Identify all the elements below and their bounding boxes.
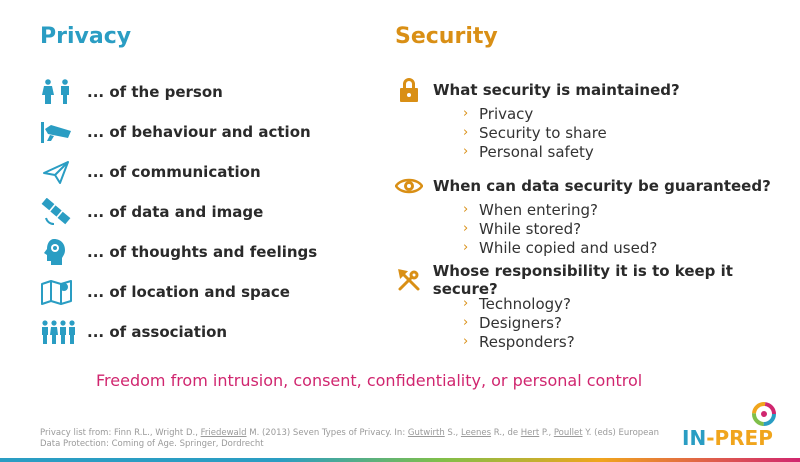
privacy-item — [40, 238, 317, 266]
chevron-right-icon: › — [463, 125, 469, 140]
chevron-right-icon: › — [463, 315, 469, 330]
security-block — [395, 262, 800, 351]
paper-plane-icon — [40, 158, 78, 186]
privacy-item — [40, 318, 227, 346]
surveillance-camera-icon — [40, 118, 78, 146]
list-item: › Personal safety — [463, 142, 594, 161]
chevron-right-icon: › — [463, 106, 469, 121]
security-question: When can data security be guaranteed? — [433, 177, 771, 195]
people-icon — [40, 78, 78, 106]
privacy-item-label: ... of communication — [87, 163, 261, 181]
citation-author-link[interactable]: Hert — [520, 428, 540, 438]
security-title: Security — [395, 24, 498, 49]
chevron-right-icon: › — [463, 221, 469, 236]
citation-author-link[interactable]: Gutwirth — [407, 428, 445, 438]
freedom-statement: Freedom from intrusion, consent, confidentiality, or personal control — [96, 371, 643, 390]
eye-icon — [395, 172, 423, 200]
privacy-title: Privacy — [40, 24, 132, 49]
privacy-item-label: ... of data and image — [87, 203, 264, 221]
list-item: › While copied and used? — [463, 238, 658, 257]
privacy-item — [40, 198, 263, 226]
chevron-right-icon: › — [463, 202, 469, 217]
chevron-right-icon: › — [463, 296, 469, 311]
privacy-item — [40, 78, 223, 106]
bottom-color-bar — [0, 458, 800, 462]
privacy-item-label: ... of thoughts and feelings — [87, 243, 318, 261]
security-question: What security is maintained? — [433, 81, 680, 99]
padlock-icon — [395, 76, 423, 104]
logo-ring-icon — [750, 400, 778, 428]
satellite-icon — [40, 198, 78, 226]
list-item: › Designers? — [463, 313, 562, 332]
security-question: Whose responsibility it is to keep it secure? — [432, 262, 733, 298]
privacy-item-label: ... of location and space — [87, 283, 290, 301]
list-item: › Technology? — [463, 294, 571, 313]
citation-author-link[interactable]: Leenes — [460, 428, 492, 438]
privacy-item — [40, 158, 261, 186]
chevron-right-icon: › — [463, 240, 469, 255]
head-brain-icon — [40, 238, 78, 266]
citation-author-link[interactable]: Poullet — [553, 428, 583, 438]
map-pin-icon — [40, 278, 78, 306]
citation: Privacy list from: Finn R.L., Wright D., Friedewald M. (2013) Seven Types of Privacy. In: Gutwirth S., Leenes R., de Hert P., Poullet Y. (eds) European Data Protection: Coming of Age. Springer, Dordrecht — [40, 428, 659, 449]
list-item: › Responders? — [463, 332, 575, 351]
list-item: › When entering? — [463, 200, 599, 219]
group-icon — [40, 318, 78, 346]
list-item: › Privacy — [463, 104, 534, 123]
security-block — [395, 172, 771, 257]
privacy-item-label: ... of association — [87, 323, 228, 341]
privacy-item — [40, 118, 311, 146]
list-item: › While stored? — [463, 219, 582, 238]
privacy-item-label: ... of the person — [87, 83, 223, 101]
privacy-item — [40, 278, 290, 306]
list-item: › Security to share — [463, 123, 607, 142]
chevron-right-icon: › — [463, 334, 469, 349]
security-block — [395, 76, 680, 161]
citation-author-link[interactable]: Friedewald — [200, 428, 247, 438]
tools-icon — [395, 266, 423, 294]
in-prep-logo: IN-PREP — [682, 400, 782, 450]
privacy-item-label: ... of behaviour and action — [87, 123, 311, 141]
chevron-right-icon: › — [463, 144, 469, 159]
